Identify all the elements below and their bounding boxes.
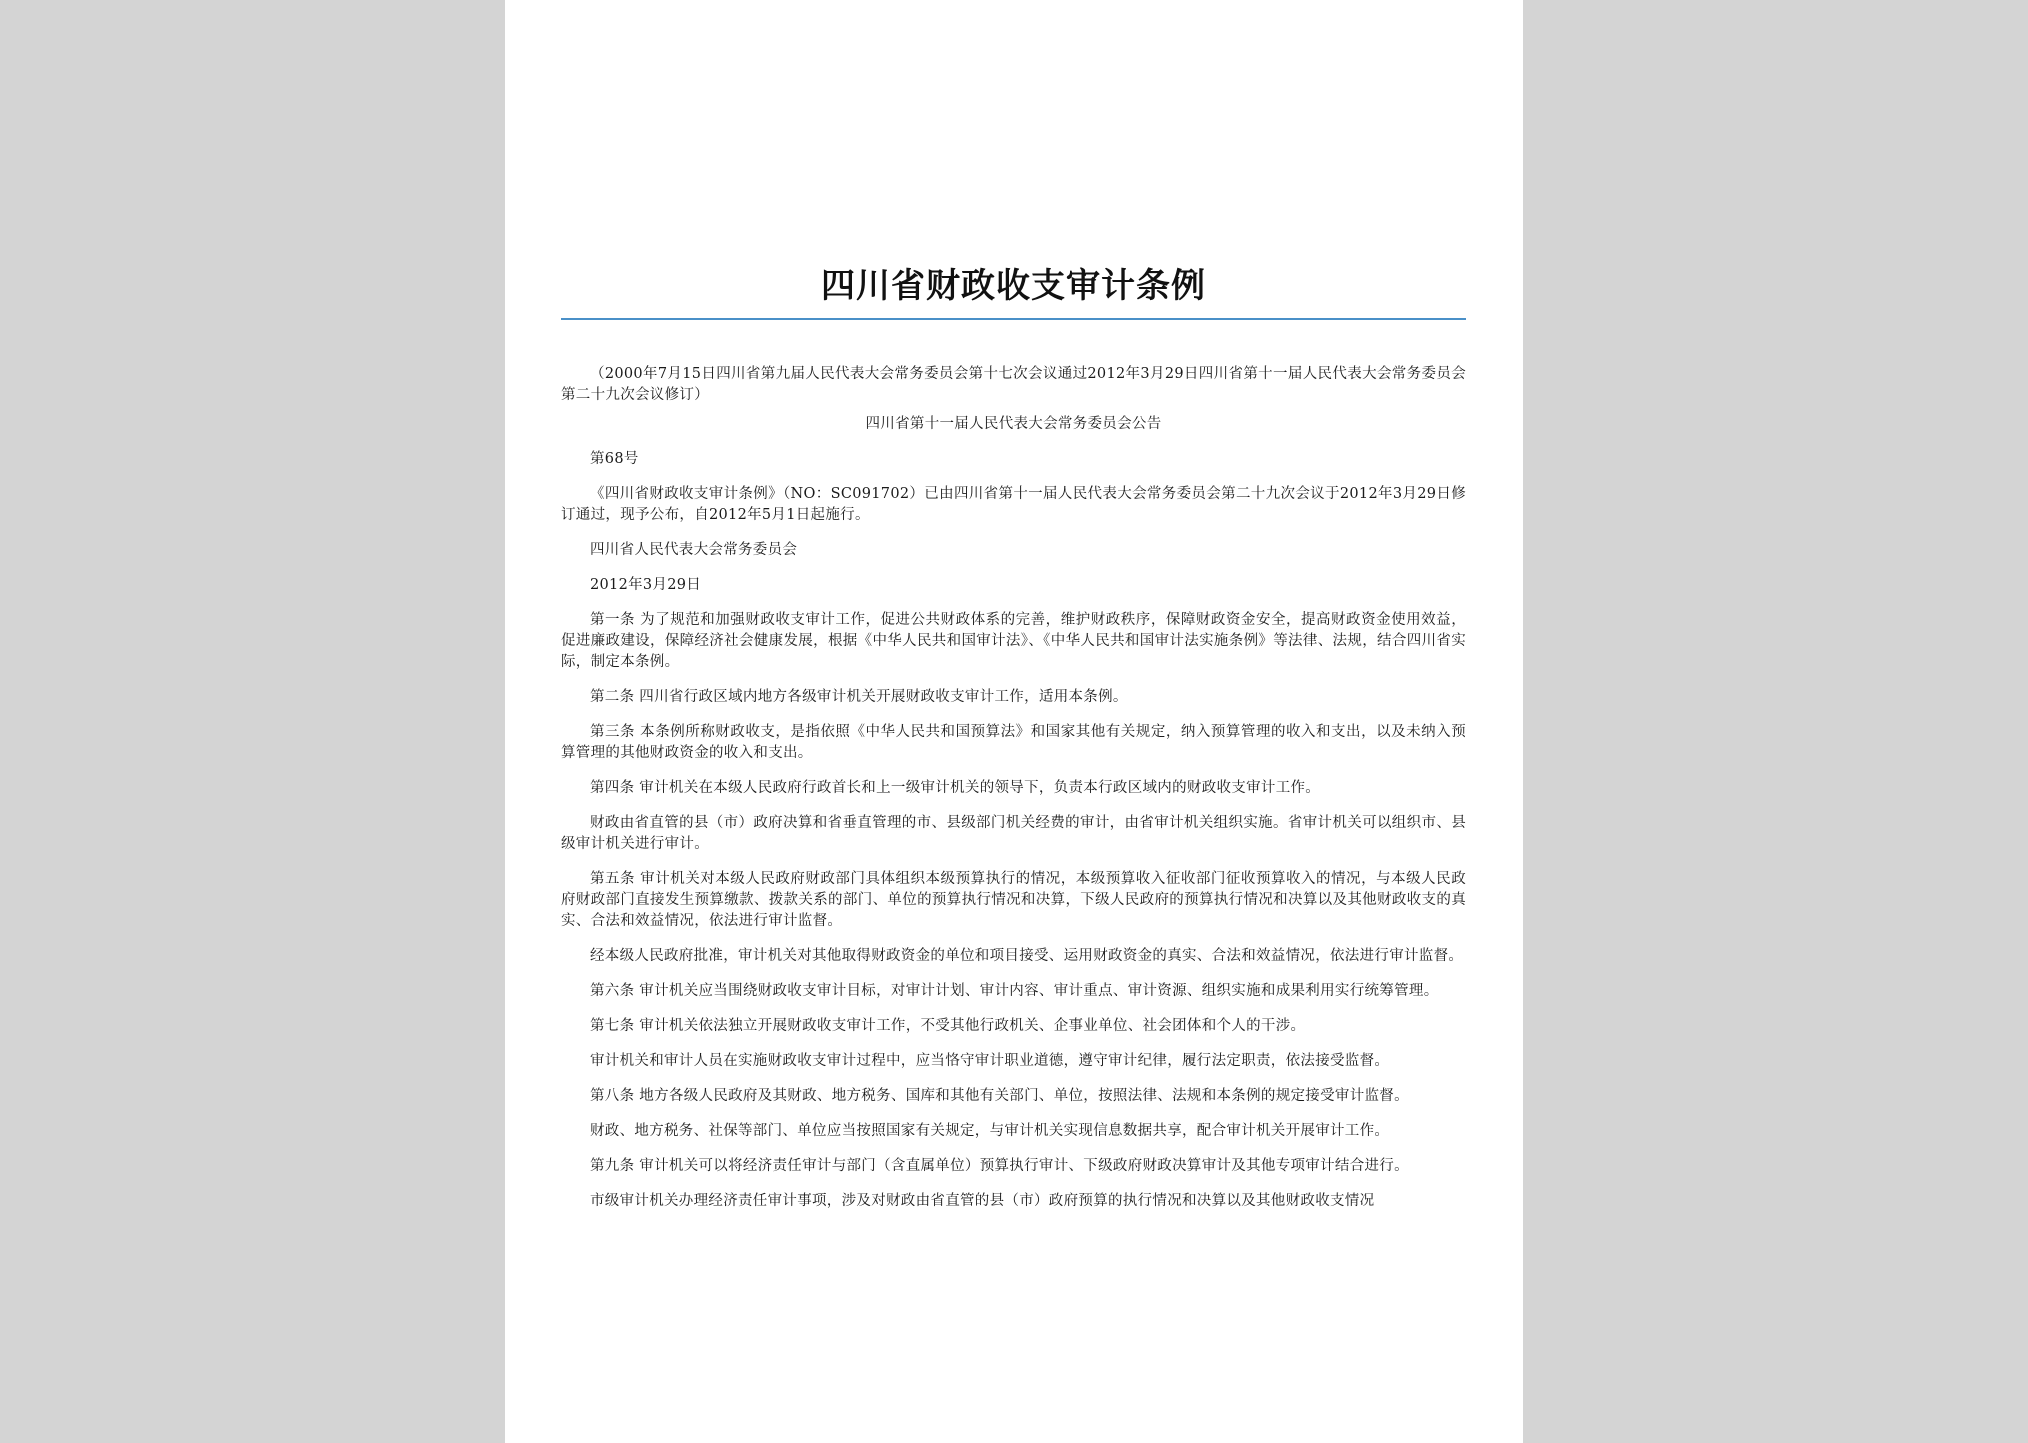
article-paragraph: 第八条 地方各级人民政府及其财政、地方税务、国库和其他有关部门、单位，按照法律、法规和本条例的规定接受审计监督。 [590,1088,1409,1104]
title-divider [561,318,1466,320]
article-paragraph: 第六条 审计机关应当围绕财政收支审计目标，对审计计划、审计内容、审计重点、审计资源、组织实施和成果利用实行统筹管理。 [590,983,1439,999]
article-paragraph: 第七条 审计机关依法独立开展财政收支审计工作，不受其他行政机关、企事业单位、社会团体和个人的干涉。 [590,1018,1306,1034]
article-paragraph: 第二条 四川省行政区域内地方各级审计机关开展财政收支审计工作，适用本条例。 [590,689,1128,705]
announcement-number: 第68号 [590,451,639,467]
issue-date: 2012年3月29日 [590,577,702,593]
article-paragraph: 第五条 审计机关对本级人民政府财政部门具体组织本级预算执行的情况，本级预算收入征收部门征收预算收入的情况，与本级人民政府财政部门直接发生预算缴款、拨款关系的部门、单位的预算执行情况和决算，下级人民政府的预算执行情况和决算以及其他财政收支的真实、合法和效益情况，依法进行审计监督。 [561,871,1466,929]
article-paragraph: 财政由省直管的县（市）政府决算和省垂直管理的市、县级部门机关经费的审计，由省审计机关组织实施。省审计机关可以组织市、县级审计机关进行审计。 [561,815,1466,852]
article-paragraph: 审计机关和审计人员在实施财政收支审计过程中，应当恪守审计职业道德，遵守审计纪律，履行法定职责，依法接受监督。 [590,1053,1390,1069]
document-title: 四川省财政收支审计条例 [821,266,1206,306]
announcement-text: 《四川省财政收支审计条例》（NO：SC091702）已由四川省第十一届人民代表大会常务委员会第二十九次会议于2012年3月29日修订通过，现予公布，自2012年5月1日起施行。 [561,486,1466,523]
article-paragraph: 第三条 本条例所称财政收支，是指依照《中华人民共和国预算法》和国家其他有关规定，纳入预算管理的收入和支出，以及未纳入预算管理的其他财政资金的收入和支出。 [561,724,1466,761]
article-paragraph: 财政、地方税务、社保等部门、单位应当按照国家有关规定，与审计机关实现信息数据共享，配合审计机关开展审计工作。 [590,1123,1390,1139]
issuing-body: 四川省人民代表大会常务委员会 [590,542,798,558]
article-paragraph: 第九条 审计机关可以将经济责任审计与部门（含直属单位）预算执行审计、下级政府财政决算审计及其他专项审计结合进行。 [590,1158,1409,1174]
document-page [505,0,1523,1443]
preamble-paragraph: （2000年7月15日四川省第九届人民代表大会常务委员会第十七次会议通过2012年3月29日四川省第十一届人民代表大会常务委员会第二十九次会议修订） [561,366,1466,403]
article-paragraph: 市级审计机关办理经济责任审计事项，涉及对财政由省直管的县（市）政府预算的执行情况和决算以及其他财政收支情况 [590,1193,1375,1209]
article-paragraph: 第一条 为了规范和加强财政收支审计工作，促进公共财政体系的完善，维护财政秩序，保障财政资金安全，提高财政资金使用效益，促进廉政建设，保障经济社会健康发展，根据《中华人民共和国审计法》、《中华人民共和国审计法实施条例》等法律、法规，结合四川省实际，制定本条例。 [561,612,1466,670]
document-body [561,364,1466,1212]
announcement-heading: 四川省第十一届人民代表大会常务委员会公告 [865,416,1162,432]
article-paragraph: 第四条 审计机关在本级人民政府行政首长和上一级审计机关的领导下，负责本行政区域内的财政收支审计工作。 [590,780,1321,796]
article-paragraph: 经本级人民政府批准，审计机关对其他取得财政资金的单位和项目接受、运用财政资金的真实、合法和效益情况，依法进行审计监督。 [590,948,1464,964]
